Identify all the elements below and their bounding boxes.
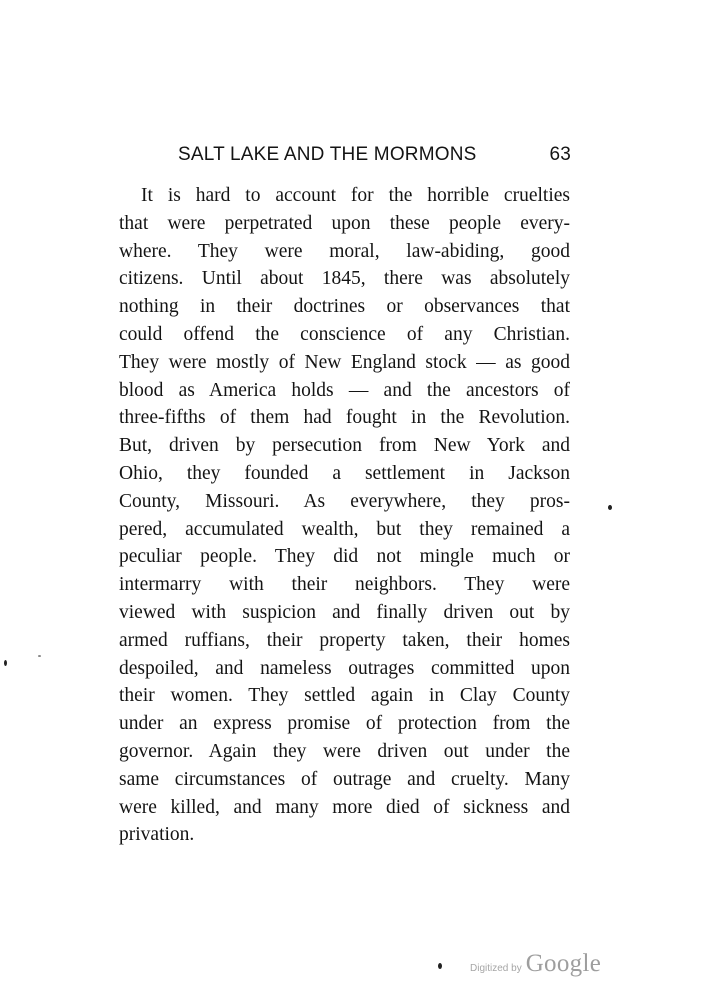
text-line: But, driven by persecution from New York and bbox=[119, 435, 570, 457]
text-line: County, Missouri. As everywhere, they pros- bbox=[119, 490, 570, 512]
text-line: blood as America holds — and the ancestors of bbox=[119, 379, 570, 401]
google-logo: Google bbox=[525, 950, 602, 977]
body-paragraph bbox=[119, 182, 570, 849]
page-number: 63 bbox=[549, 144, 571, 165]
text-line: peculiar people. They did not mingle much or bbox=[119, 546, 570, 568]
text-line: were killed, and many more died of sickness and bbox=[119, 796, 570, 818]
running-head bbox=[178, 144, 571, 174]
text-line: pered, accumulated wealth, but they remained a bbox=[119, 518, 570, 540]
watermark-prefix: Digitized by bbox=[470, 963, 522, 974]
text-line: It is hard to account for the horrible cruelties bbox=[141, 185, 570, 206]
text-line: despoiled, and nameless outrages committed upon bbox=[119, 657, 570, 679]
scan-speck bbox=[38, 655, 41, 657]
text-line: that were perpetrated upon these people every- bbox=[119, 212, 570, 234]
text-line: citizens. Until about 1845, there was absolutely bbox=[119, 268, 570, 290]
text-line: They were mostly of New England stock — as good bbox=[119, 351, 570, 373]
text-line: could offend the conscience of any Christian. bbox=[119, 323, 570, 345]
text-line: where. They were moral, law-abiding, good bbox=[119, 240, 570, 262]
text-line: governor. Again they were driven out under the bbox=[119, 740, 570, 762]
text-line: intermarry with their neighbors. They were bbox=[119, 574, 570, 596]
text-line: privation. bbox=[119, 824, 195, 846]
digitized-by-google-watermark bbox=[470, 950, 601, 980]
text-line: armed ruffians, their property taken, their homes bbox=[119, 629, 570, 651]
scan-speck bbox=[4, 660, 7, 666]
scan-speck bbox=[608, 505, 612, 510]
text-line: under an express promise of protection from the bbox=[119, 713, 570, 735]
scan-speck bbox=[438, 963, 442, 969]
text-line: nothing in their doctrines or observances that bbox=[119, 296, 570, 318]
running-title: SALT LAKE AND THE MORMONS bbox=[178, 144, 477, 165]
text-line: their women. They settled again in Clay County bbox=[119, 685, 570, 707]
text-line: same circumstances of outrage and cruelty. Many bbox=[119, 768, 570, 790]
text-line: Ohio, they founded a settlement in Jackson bbox=[119, 462, 570, 484]
text-line: three-fifths of them had fought in the Revolution. bbox=[119, 407, 570, 429]
text-line: viewed with suspicion and finally driven out by bbox=[119, 601, 570, 623]
